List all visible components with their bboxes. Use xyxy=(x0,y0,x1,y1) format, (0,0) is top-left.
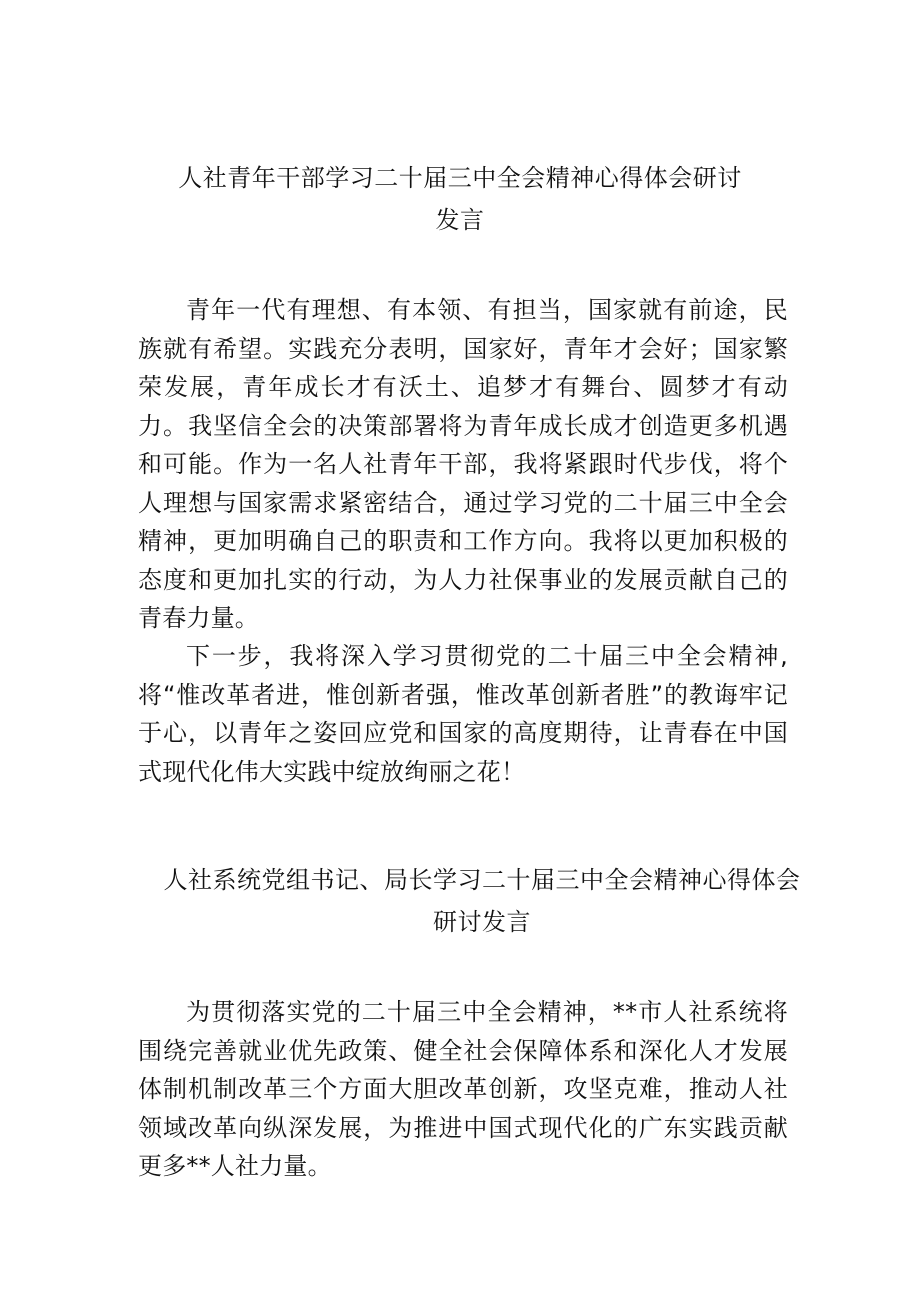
article2-paragraph-1: 为贯彻落实党的二十届三中全会精神，**市人社系统将围绕完善就业优先政策、健全社会保障体系和深化人才发展体制机制改革三个方面大胆改革创新，攻坚克难，推动人社领域改革向纵深发展，为推进中国式现代化的广东实践贡献更多**人社力量。 xyxy=(138,998,788,1180)
article2-title-line2: 研讨发言 xyxy=(433,908,531,936)
article1-title xyxy=(0,157,920,241)
article1-title-line1: 人社青年干部学习二十届三中全会精神心得体会研讨 xyxy=(178,164,742,192)
article2-title-line1: 人社系统党组书记、局长学习二十届三中全会精神心得体会 xyxy=(163,866,801,894)
article1-title-line2: 发言 xyxy=(435,206,485,234)
article1-paragraph-2: 下一步，我将深入学习贯彻党的二十届三中全会精神,将“惟改革者进，惟创新者强，惟改革创新者胜”的教诲牢记于心，以青年之姿回应党和国家的高度期待，让青春在中国式现代化伟大实践中绽放绚丽之花！ xyxy=(138,642,788,786)
article1-paragraph-1: 青年一代有理想、有本领、有担当，国家就有前途，民族就有希望。实践充分表明，国家好，青年才会好；国家繁荣发展，青年成长才有沃土、追梦才有舞台、圆梦才有动力。我坚信全会的决策部署将为青年成长成才创造更多机遇和可能。作为一名人社青年干部，我将紧跟时代步伐，将个人理想与国家需求紧密结合，通过学习党的二十届三中全会精神，更加明确自己的职责和工作方向。我将以更加积极的态度和更加扎实的行动，为人力社保事业的发展贡献自己的青春力量。 xyxy=(138,296,788,632)
article2-title xyxy=(22,859,920,943)
